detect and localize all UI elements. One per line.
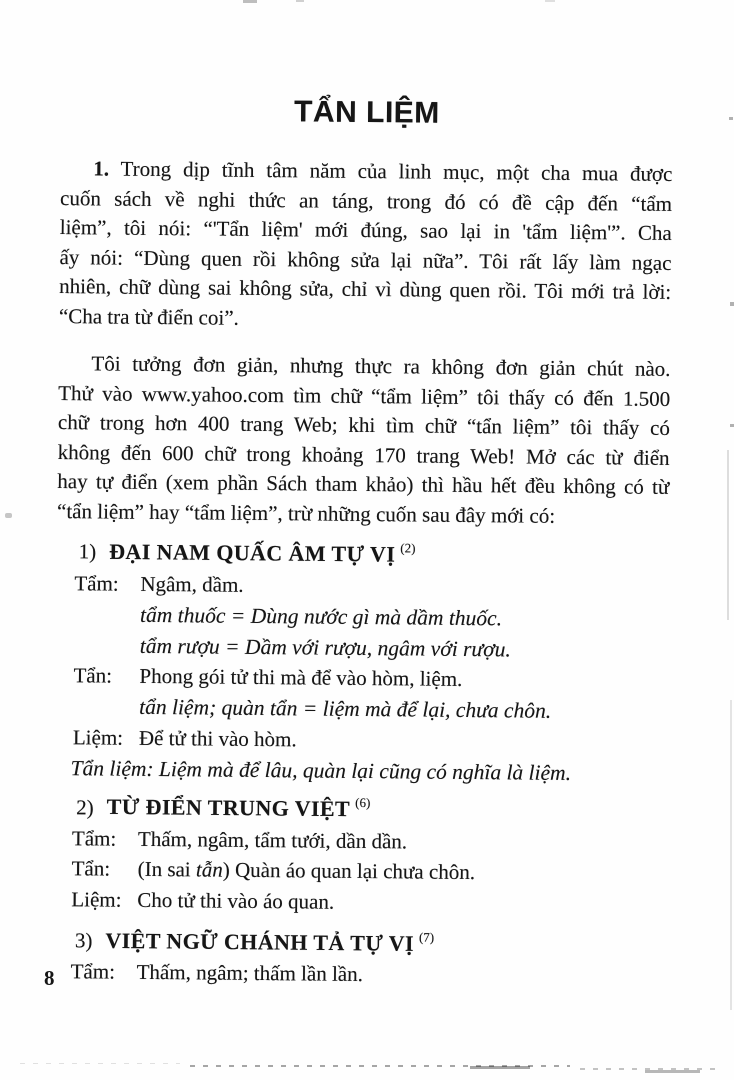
body-line: không đến 600 chữ trong khoảng 170 trang Web! Mở các từ điển [57, 439, 670, 470]
section-number: 1) [78, 539, 97, 564]
scan-artifact-bottom-band-3 [20, 1063, 180, 1064]
section-title: VIỆT NGỮ CHÁNH TẢ TỰ VỊ [105, 927, 415, 956]
body-line: chữ trong hơn 400 trang Web; khi tìm chữ “tẩn liệm” tôi thấy có [57, 410, 671, 440]
body-line: ấy nói: “Dùng quen rồi không sửa lại nữa”. Tôi rất lấy làm ngạc [59, 244, 672, 275]
footnote-ref: (7) [418, 929, 435, 945]
scan-artifact-right-streak-1 [727, 450, 729, 620]
definition-term [74, 652, 140, 653]
scan-artifact-right-tick-2 [730, 302, 734, 306]
definition-term: Tẩm: [74, 571, 119, 596]
example-text: tẩm rượu = Dầm với rượu, ngâm với rượu. [139, 633, 511, 662]
scan-artifact-bottom-dark-2 [645, 1070, 700, 1073]
definition-term [74, 621, 140, 622]
scan-artifact-right-tick-3 [730, 424, 734, 427]
section-title: ĐẠI NAM QUẤC ÂM TỰ VỊ [109, 538, 396, 567]
section-1-entries [54, 568, 668, 789]
scan-artifact-left-speck [5, 513, 12, 518]
section-3-entries [53, 956, 665, 993]
body-line: cuốn sách về nghi thức an táng, trong đó có đề cập đến “tẩm [59, 185, 673, 216]
body-line: “tẩn liệm” hay “tẩm liệm”, trừ những cuốn sau đây mới có: [56, 498, 556, 528]
body-text: Trong dịp tĩnh tâm năm của linh mục, một cha mua được [120, 156, 673, 186]
section-title: TỪ ĐIỂN TRUNG VIỆT [106, 794, 351, 822]
scan-artifact-bottom-band-2 [580, 1068, 720, 1070]
definition-note: Tẩn liệm: Liệm mà để lâu, quàn lại cũng có nghĩa là liệm. [70, 755, 572, 785]
definition-text: Cho tử thi vào áo quan. [137, 887, 335, 914]
definition-term: Tẩn: [71, 856, 111, 881]
scan-artifact-right-streak-2 [730, 700, 732, 1010]
example-text: tẩm thuốc = Dùng nước gì mà dầm thuốc. [139, 602, 503, 631]
definition-term: Liệm: [71, 887, 122, 912]
page-number: 8 [44, 966, 55, 990]
body-line: “Cha tra từ điển coi”. [58, 303, 239, 330]
body-line: hay tự điển (xem phần Sách tham khảo) thì hầu hết đều không có từ [57, 469, 670, 499]
body-line: Thử vào www.yahoo.com tìm chữ “tẩm liệm” tôi thấy có đến 1.500 [58, 380, 671, 411]
definition-term: Tẩm: [70, 959, 116, 984]
definition-text-part: (In sai [137, 857, 197, 882]
definition-text: Phong gói tử thi mà để vào hòm, liệm. [139, 664, 463, 692]
section-3-heading [53, 919, 665, 962]
paragraph-1 [59, 154, 673, 337]
section-2-heading [54, 785, 666, 828]
body-line: Tôi tưởng đơn giản, nhưng thực ra không đơn giản chút nào. [91, 351, 671, 381]
body-line: liệm”, tôi nói: “'Tẩn liệm' mới đúng, sao lại in 'tẩm liệm'”. Cha [59, 215, 672, 245]
example-text: tẩn liệm; quàn tẩn = liệm mà để lại, chưa chôn. [139, 694, 552, 723]
section-1-heading [57, 529, 669, 574]
definition-term [73, 713, 139, 714]
scan-artifact-bottom-dark-1 [470, 1066, 530, 1069]
footnote-ref: (2) [400, 540, 416, 556]
definition-text: Thấm, ngâm, tẩm tưới, dần dần. [137, 826, 408, 853]
scan-artifact-bottom-band-1 [190, 1065, 570, 1067]
scan-artifact-right-tick-1 [729, 117, 733, 120]
definition-text: Để tử thi vào hòm. [138, 725, 297, 752]
definition-text: Ngâm, dầm. [140, 572, 244, 598]
section-number: 2) [76, 794, 94, 819]
definition-text-italic: tẫn [195, 857, 223, 882]
paragraph-number: 1. [93, 156, 110, 181]
section-2-entries [53, 823, 666, 921]
definition-row [53, 884, 665, 921]
page-content [53, 0, 674, 993]
paragraph-2 [57, 349, 671, 532]
definition-term: Liệm: [72, 725, 124, 750]
page-title: TẨN LIỆM [293, 95, 440, 130]
section-number: 3) [74, 928, 93, 953]
body-line: nhiên, chữ dùng sai không sửa, chỉ vì dùng quen rồi. Tôi mới trả lời: [59, 274, 672, 304]
definition-term: Tẩm: [71, 825, 117, 851]
definition-text-part: ) Quàn áo quan lại chưa chôn. [222, 857, 476, 885]
definition-text [138, 857, 476, 884]
definition-text: Thấm, ngâm; thấm lần lần. [136, 959, 364, 987]
footnote-ref: (6) [355, 795, 371, 811]
definition-term: Tẩn: [73, 663, 113, 689]
definition-row [53, 956, 665, 993]
